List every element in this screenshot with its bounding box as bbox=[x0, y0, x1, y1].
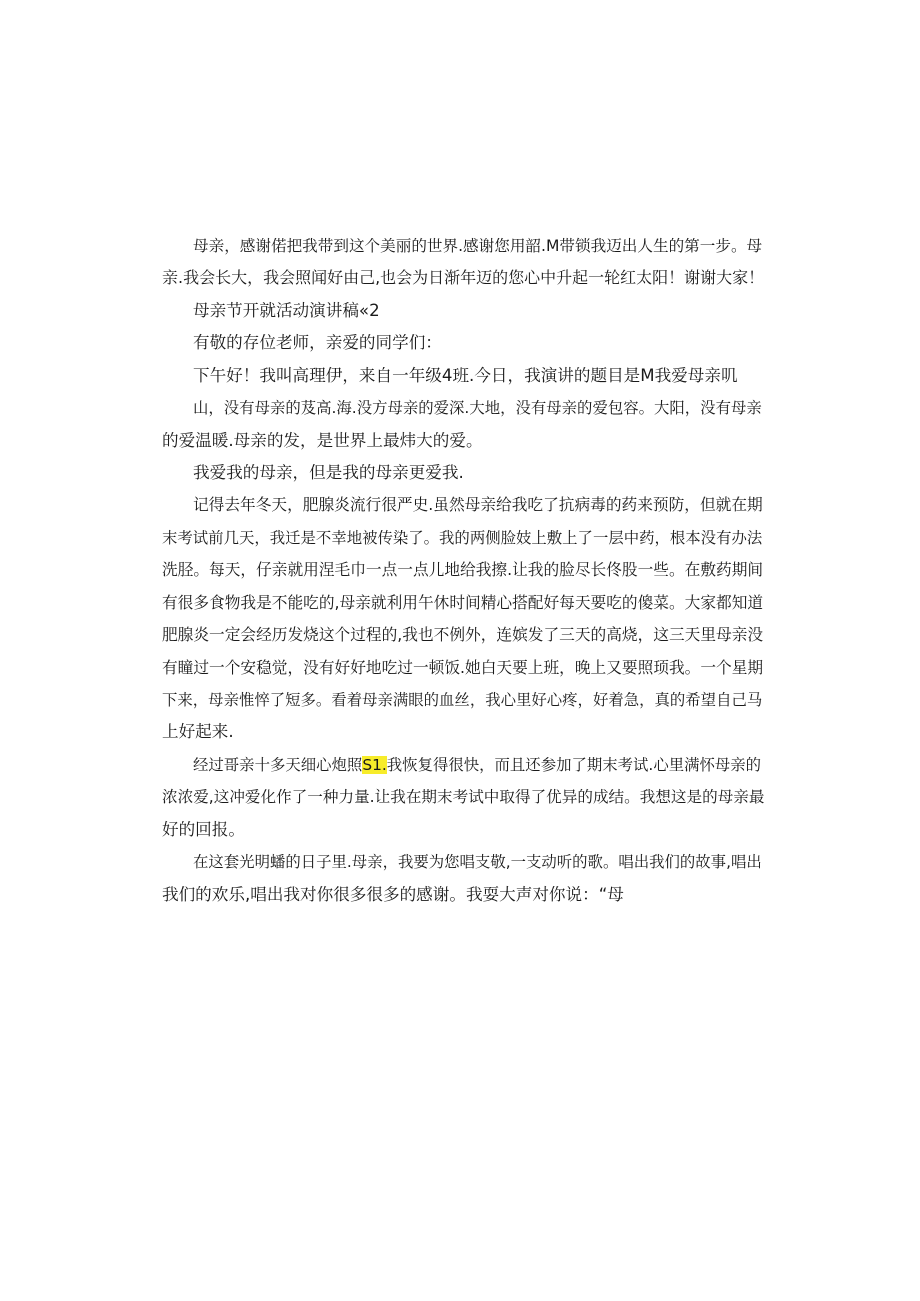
line-17-rest: 我恢复得很快，而且还参加了期末考试.心里满怀母亲的 bbox=[386, 756, 762, 774]
paragraph-line-11: 洗胫。每天，仔亲就用涅毛巾一点一点儿地给我擦.让我的脸尽长佟股一些。在敷药期间 bbox=[162, 560, 764, 579]
paragraph-line-8: 我爱我的母亲，但是我的母亲更爱我. bbox=[193, 463, 464, 482]
paragraph-line-5: 下午好！我叫高理伊，来自一年级4班.今日，我演讲的题目是M我爱母亲叽 bbox=[193, 366, 738, 385]
paragraph-line-6: 山，没有母亲的芨高.海.没方母亲的爱深.大地，没有母亲的爱包容。大阳，没有母亲 bbox=[193, 399, 762, 417]
highlighted-text: S1. bbox=[362, 756, 387, 774]
paragraph-line-20: 在这套光明蟠的日子里.母亲，我要为您唱支敬,一支动听的歌。唱出我们的故事,唱出 bbox=[193, 853, 762, 871]
paragraph-line-12: 有很多食物我是不能吃的,母亲就利用午休时间精心搭配好每天要吃的傻菜。大家都知道 bbox=[162, 593, 764, 612]
paragraph-line-7: 的爱温暖.母亲的发，是世界上最炜大的爱。 bbox=[162, 431, 483, 450]
paragraph-line-21: 我们的欢乐,唱出我对你很多很多的感谢。我耍大声对你说：“母 bbox=[162, 885, 624, 904]
section-title: 母亲节开就活动演讲稿«2 bbox=[193, 301, 380, 320]
paragraph-line-2: 亲.我会长大，我会照闻好由己,也会为日渐年迈的您心中升起一轮红太阳！谢谢大家！ bbox=[162, 268, 765, 287]
paragraph-line-15: 下来，母亲惟悴了短多。看着母亲满眼的血丝，我心里好心疼，好着急，真的希望自己马 bbox=[162, 691, 763, 709]
paragraph-line-10: 末考试前几天，我迁是不幸地被传染了。我的两侧脸妓上敷上了一层中药，根本没有办法 bbox=[162, 529, 763, 547]
paragraph-line-13: 肥腺炎一定会经历发烧这个过程的,我也不例外，连嫔发了三天的高烧，这三天里母亲没 bbox=[162, 625, 764, 644]
paragraph-line-17 bbox=[193, 754, 761, 776]
paragraph-line-18: 浓浓爱,这冲爱化作了一种力量.让我在期末考试中取得了优异的成结。我想这是的母亲最 bbox=[162, 788, 765, 806]
paragraph-line-19: 好的回报。 bbox=[162, 820, 245, 839]
paragraph-line-1: 母亲，感谢偌把我带到这个美丽的世界.感谢您用韶.M带锁我迈出人生的第一步。母 bbox=[193, 237, 763, 255]
paragraph-line-14: 有瞳过一个安稳觉，没有好好地吃过一顿饭.她白天要上班，晚上又要照顼我。一个星期 bbox=[162, 658, 764, 677]
salutation: 有敬的存位老师，亲爱的同学们： bbox=[193, 333, 442, 352]
line-17-prefix: 经过哥亲十多天细心炮照 bbox=[193, 756, 363, 774]
paragraph-line-16: 上好起来. bbox=[162, 722, 234, 741]
paragraph-line-9: 记得去年冬天，肥腺炎流行很严史.虽然母亲给我吃了抗病毒的药来预防，但就在期 bbox=[193, 495, 763, 514]
